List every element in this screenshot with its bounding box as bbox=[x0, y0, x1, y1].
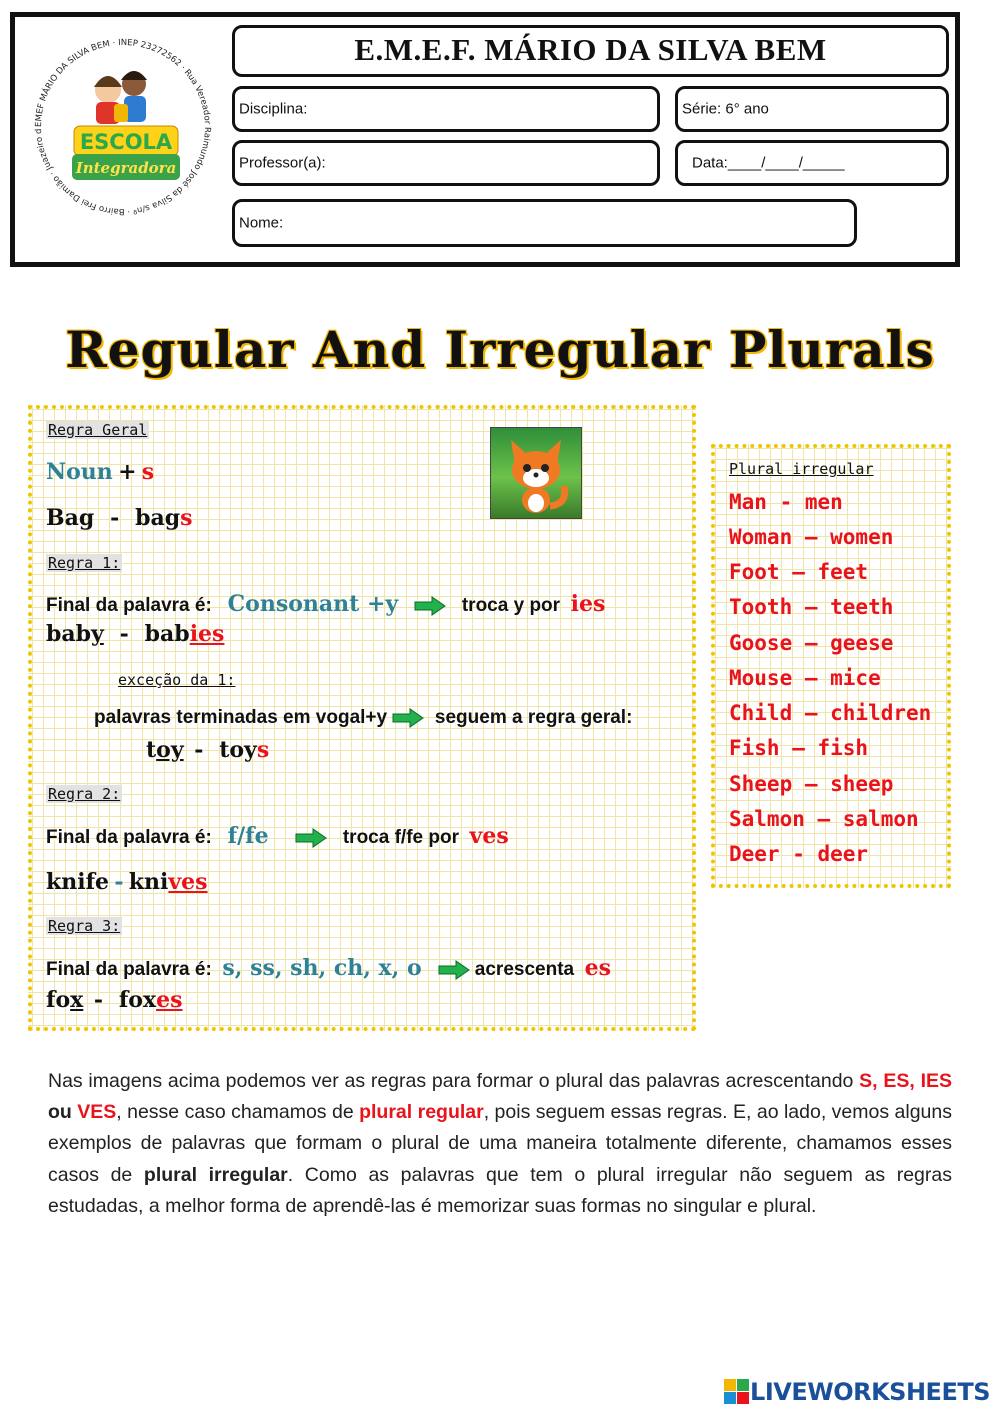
liveworksheets-logo[interactable] bbox=[724, 1377, 990, 1407]
s-suffix: s bbox=[141, 459, 155, 485]
troca-f-text: troca f/fe por bbox=[342, 827, 459, 848]
dash: - bbox=[93, 987, 103, 1013]
data-label: Data:____/____/_____ bbox=[692, 154, 845, 172]
regra-2-heading: Regra 2: bbox=[48, 785, 121, 803]
regra-2-line bbox=[46, 823, 509, 849]
bag-example bbox=[46, 505, 192, 531]
arrow-icon bbox=[295, 828, 327, 848]
fox-example bbox=[46, 987, 182, 1013]
arrow-icon bbox=[392, 708, 424, 728]
knife-word: knife bbox=[46, 869, 110, 895]
knife-example bbox=[46, 869, 208, 895]
baby-base: bab bbox=[46, 621, 92, 647]
endings-text: s, ss, sh, ch, x, o bbox=[222, 955, 422, 981]
irregular-item: Man - men bbox=[729, 490, 843, 514]
explanation-paragraph bbox=[48, 1066, 952, 1222]
irregular-plural-box bbox=[711, 444, 951, 888]
foxes-base: fox bbox=[118, 987, 157, 1013]
paragraph-text: , pois seguem essas regras. E, ao lado, vemos alguns exemplos de palavras que formam o plural de uma maneira totalmente diferente, chamamos esses casos de bbox=[48, 1101, 952, 1186]
irregular-item: Tooth – teeth bbox=[729, 595, 894, 619]
excecao-heading: exceção da 1: bbox=[118, 671, 236, 689]
acrescenta-text: acrescenta bbox=[474, 959, 575, 980]
plural-irregular-term: plural irregular bbox=[143, 1163, 288, 1186]
irregular-item: Woman – women bbox=[729, 525, 894, 549]
toys-suffix: s bbox=[256, 737, 270, 763]
fox-base: fo bbox=[46, 987, 71, 1013]
logo-bottom-text: Integradora bbox=[75, 159, 177, 177]
noun-text: Noun bbox=[46, 459, 113, 485]
regra-3-line bbox=[46, 955, 611, 981]
ves-suffix: ves bbox=[469, 823, 509, 849]
irregular-item: Sheep – sheep bbox=[729, 772, 894, 796]
fox-ending: x bbox=[70, 987, 84, 1013]
fox-icon bbox=[491, 428, 581, 518]
highlight-es: ES, bbox=[883, 1070, 915, 1092]
regra-3-heading: Regra 3: bbox=[48, 917, 121, 935]
irregular-item: Goose – geese bbox=[729, 631, 894, 655]
foxes-suffix: es bbox=[156, 987, 183, 1013]
toys-base: toy bbox=[219, 737, 257, 763]
rules-box bbox=[28, 405, 696, 1031]
disciplina-field[interactable] bbox=[232, 86, 660, 132]
ffe-text: f/fe bbox=[227, 823, 269, 849]
final-label: Final da palavra é: bbox=[46, 827, 212, 848]
bags-suffix: s bbox=[180, 505, 193, 531]
plural-regular-term: plural regular bbox=[359, 1101, 484, 1124]
seguem-text: seguem a regra geral: bbox=[434, 707, 633, 728]
consonant-text: Consonant +y bbox=[227, 591, 399, 617]
babies-suffix: ies bbox=[189, 621, 225, 647]
highlight-ves: VES bbox=[77, 1101, 117, 1124]
knives-suffix: ves bbox=[168, 869, 208, 895]
troca-y-text: troca y por bbox=[461, 595, 561, 616]
toy-base: t bbox=[146, 737, 157, 763]
school-name-box bbox=[232, 25, 949, 77]
irregular-item: Fish – fish bbox=[729, 736, 869, 760]
highlight-s: S, bbox=[859, 1070, 878, 1092]
regra-1-heading: Regra 1: bbox=[48, 554, 121, 572]
dash: - bbox=[119, 621, 129, 647]
babies-base: bab bbox=[144, 621, 190, 647]
baby-ending: y bbox=[91, 621, 104, 647]
page-title: Regular And Irregular Plurals bbox=[65, 320, 935, 379]
disciplina-label: Disciplina: bbox=[239, 100, 308, 118]
paragraph-text: , nesse caso chamamos de bbox=[116, 1101, 360, 1124]
paragraph-text: Nas imagens acima podemos ver as regras para formar o plural das palavras acrescentando bbox=[48, 1070, 860, 1092]
vogal-text: palavras terminadas em vogal+y bbox=[94, 707, 388, 728]
data-field[interactable] bbox=[675, 140, 949, 186]
bags-base: bag bbox=[135, 505, 181, 531]
excecao-line bbox=[94, 707, 632, 729]
irregular-item: Mouse – mice bbox=[729, 666, 881, 690]
paragraph-text: . Como as palavras que tem o plural irregular não seguem as regras estudadas, a melhor forma de aprendê-las é memorizar suas formas no singular e plural. bbox=[48, 1163, 952, 1217]
knives-base: kni bbox=[128, 869, 169, 895]
school-name: E.M.E.F. MÁRIO DA SILVA BEM bbox=[354, 32, 827, 67]
regra-1-line bbox=[46, 591, 605, 617]
logo-top-text: ESCOLA bbox=[79, 130, 173, 154]
final-label: Final da palavra é: bbox=[46, 595, 212, 616]
noun-rule-line bbox=[46, 459, 154, 485]
irregular-item: Foot – feet bbox=[729, 560, 869, 584]
school-logo bbox=[28, 32, 218, 222]
bag-word: Bag bbox=[46, 505, 95, 531]
serie-label: Série: 6° ano bbox=[682, 100, 769, 118]
irregular-title: Plural irregular bbox=[729, 460, 874, 478]
regra-geral-heading: Regra Geral bbox=[48, 421, 148, 439]
liveworksheets-brand: LIVEWORKSHEETS bbox=[750, 1378, 990, 1406]
final-label: Final da palavra é: bbox=[46, 959, 212, 980]
ou-text: ou bbox=[48, 1101, 72, 1124]
arrow-icon bbox=[438, 960, 470, 980]
fox-image bbox=[490, 427, 582, 519]
toy-ending: oy bbox=[156, 737, 184, 763]
professor-field[interactable] bbox=[232, 140, 660, 186]
irregular-item: Child – children bbox=[729, 701, 932, 725]
irregular-item: Salmon – salmon bbox=[729, 807, 919, 831]
dash: - bbox=[110, 505, 120, 531]
nome-field[interactable] bbox=[232, 199, 857, 247]
irregular-item: Deer - deer bbox=[729, 842, 869, 866]
es-suffix: es bbox=[584, 955, 612, 981]
highlight-ies: IES bbox=[920, 1070, 952, 1092]
logo-ring-text: EMEF MÁRIO DA SILVA BEM · INEP 23272562 · Rua Vereador Raimundo José da Silva s/nº · Bairro Frei Damião · Juazeiro d bbox=[33, 37, 213, 217]
serie-field[interactable] bbox=[675, 86, 949, 132]
baby-example bbox=[46, 621, 224, 647]
professor-label: Professor(a): bbox=[239, 154, 326, 172]
toy-example bbox=[146, 737, 269, 763]
plus-sign: + bbox=[118, 459, 137, 485]
dash: - bbox=[194, 737, 204, 763]
school-logo-graphic bbox=[28, 32, 218, 222]
nome-label: Nome: bbox=[239, 214, 284, 232]
dash: - bbox=[114, 869, 124, 895]
liveworksheets-icon bbox=[724, 1379, 750, 1405]
arrow-icon bbox=[414, 596, 446, 616]
ies-suffix: ies bbox=[570, 591, 606, 617]
